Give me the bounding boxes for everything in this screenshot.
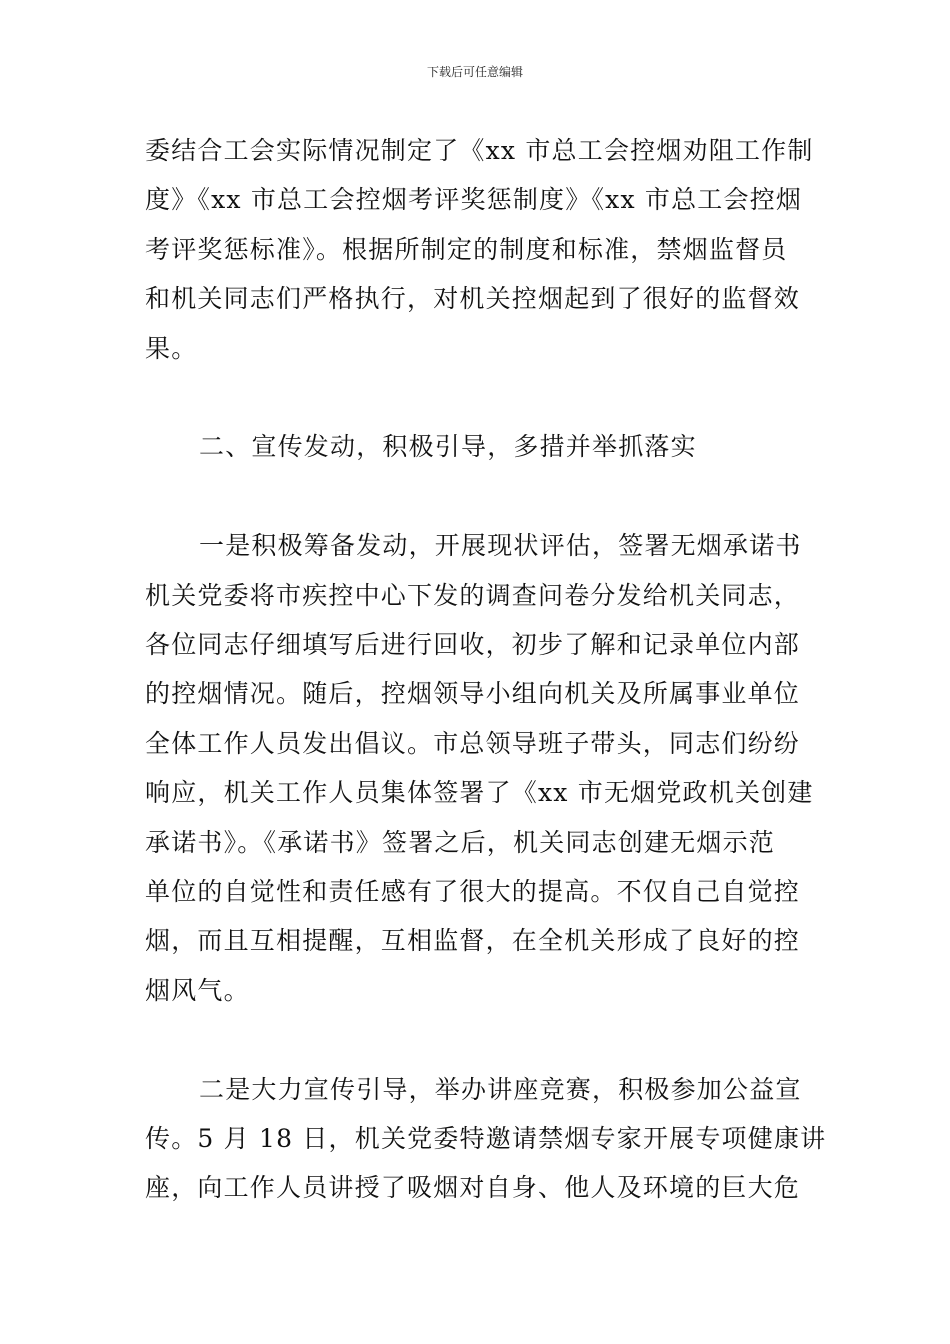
paragraph-3-line: 座，向工作人员讲授了吸烟对自身、他人及环境的巨大危 bbox=[145, 1173, 801, 1203]
paragraph-2-line: 烟，而且互相提醒，互相监督，在全机关形成了良好的控 bbox=[145, 926, 801, 956]
paragraph-1-line: 考评奖惩标准》。根据所制定的制度和标准，禁烟监督员 bbox=[145, 234, 788, 264]
section-heading bbox=[145, 422, 810, 471]
paragraph-1-line: 度》《xx 市总工会控烟考评奖惩制度》《xx 市总工会控烟 bbox=[145, 185, 803, 215]
paragraph-2-line: 各位同志仔细填写后进行回收，初步了解和记录单位内部 bbox=[145, 630, 801, 660]
paragraph-1-line: 委结合工会实际情况制定了《xx 市总工会控烟劝阻工作制 bbox=[145, 136, 814, 165]
paragraph-gap bbox=[145, 472, 810, 521]
paragraph-2 bbox=[145, 521, 814, 1015]
document-body bbox=[145, 126, 827, 1213]
paragraph-2-line: 的控烟情况。随后，控烟领导小组向机关及所属事业单位 bbox=[145, 679, 801, 709]
paragraph-2-line: 单位的自觉性和责任感有了很大的提高。不仅自己自觉控 bbox=[145, 877, 801, 907]
paragraph-2-line: 全体工作人员发出倡议。市总领导班子带头，同志们纷纷 bbox=[145, 728, 801, 758]
paragraph-3-line: 传。5 月 18 日，机关党委特邀请禁烟专家开展专项健康讲 bbox=[145, 1124, 827, 1154]
paragraph-3 bbox=[145, 1065, 827, 1213]
paragraph-2-line: 响应，机关工作人员集体签署了《xx 市无烟党政机关创建 bbox=[145, 778, 814, 808]
section-heading-text: 二、宣传发动，积极引导，多措并举抓落实 bbox=[199, 432, 697, 462]
paragraph-1 bbox=[145, 126, 814, 373]
page-header: 下载后可任意编辑 bbox=[426, 65, 523, 79]
paragraph-2-line: 承诺书》。《承诺书》签署之后，机关同志创建无烟示范 bbox=[145, 827, 776, 857]
paragraph-2-line: 烟风气。 bbox=[145, 975, 250, 1005]
paragraph-2-line: 一是积极筹备发动，开展现状评估，签署无烟承诺书 bbox=[199, 531, 802, 561]
paragraph-2-line: 机关党委将市疾控中心下发的调查问卷分发给机关同志， bbox=[145, 580, 801, 610]
paragraph-gap bbox=[145, 1015, 810, 1064]
paragraph-1-line: 和机关同志们严格执行，对机关控烟起到了很好的监督效 bbox=[145, 284, 801, 314]
paragraph-3-line: 二是大力宣传引导，举办讲座竞赛，积极参加公益宣 bbox=[199, 1074, 802, 1104]
paragraph-1-line: 果。 bbox=[145, 333, 198, 363]
paragraph-gap bbox=[145, 373, 810, 422]
